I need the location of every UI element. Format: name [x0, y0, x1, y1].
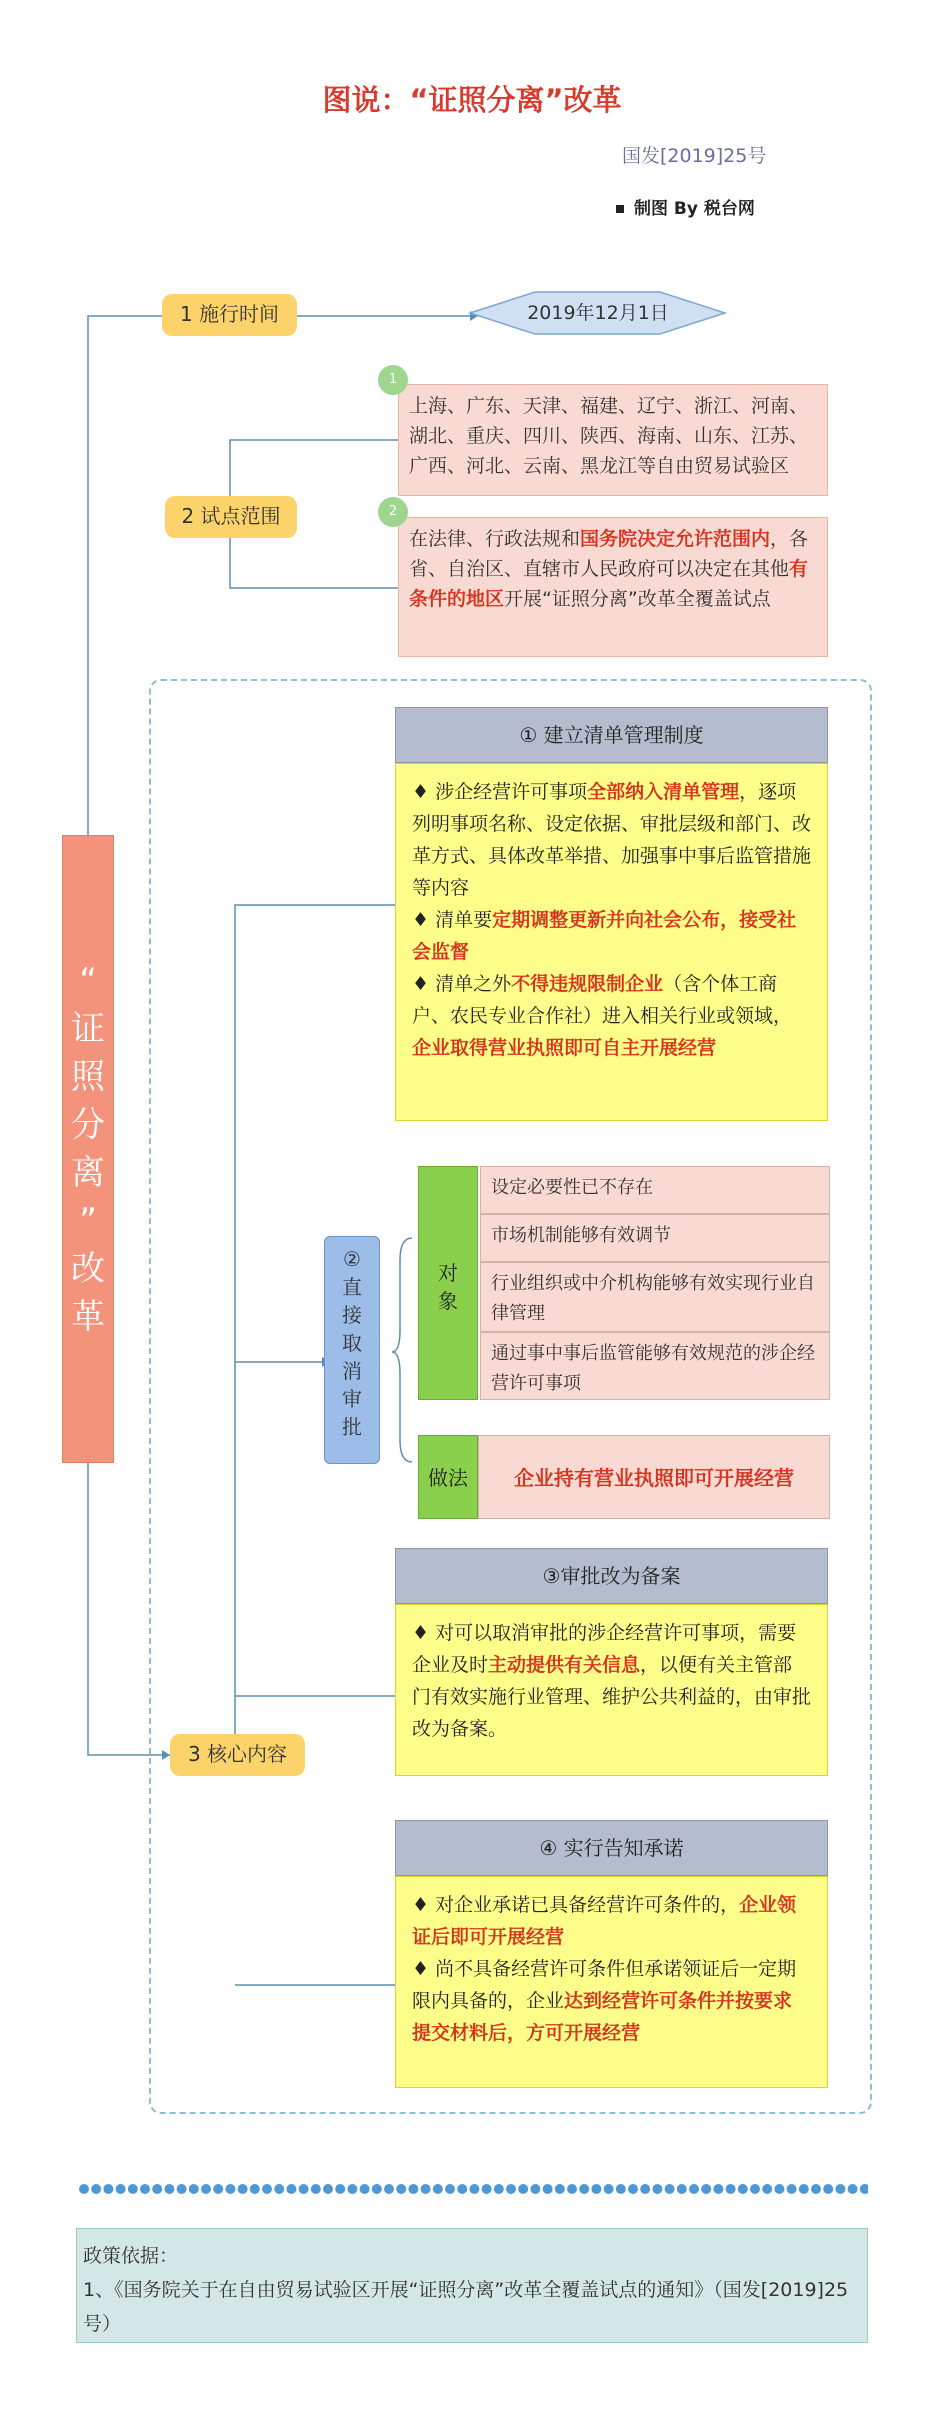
divider-dot — [482, 2184, 492, 2194]
text: （含个体工商户、农民专业合作社）进入相关行业或领域， — [412, 973, 793, 1027]
central-char: 照 — [71, 1057, 105, 1097]
divider-dot — [713, 2184, 723, 2194]
divider-dot — [152, 2184, 162, 2194]
divider-dot — [433, 2184, 443, 2194]
divider-dot — [555, 2184, 565, 2194]
text: ♦ 对企业承诺已具备经营许可条件的， — [412, 1894, 740, 1916]
divider-dot — [396, 2184, 406, 2194]
section-checklist-body — [395, 763, 828, 1121]
emphasis-text: 国务院决定允许范围内 — [580, 528, 771, 550]
divider-dot — [616, 2184, 626, 2194]
divider-dot — [811, 2184, 821, 2194]
dotted-divider — [78, 2180, 868, 2198]
central-char: 证 — [71, 1009, 105, 1049]
notification-point — [412, 1953, 811, 2049]
emphasis-text: 企业领证后即可开展经营 — [412, 1894, 797, 1948]
divider-dot — [652, 2184, 662, 2194]
text: ♦ 尚不具备经营许可条件但承诺领证后一定期限内具备的，企业 — [412, 1958, 797, 2012]
text: ♦ 清单要 — [412, 909, 493, 931]
divider-dot — [750, 2184, 760, 2194]
divider-dot — [335, 2184, 345, 2194]
page-title: 图说：“证照分离”改革 — [322, 83, 622, 117]
checklist-point — [412, 776, 811, 904]
central-char: ” — [79, 1201, 97, 1241]
divider-dot — [530, 2184, 540, 2194]
central-char: 改 — [71, 1249, 105, 1289]
divider-dot — [689, 2184, 699, 2194]
divider-dot — [274, 2184, 284, 2194]
central-char: 离 — [71, 1153, 105, 1193]
divider-dot — [677, 2184, 687, 2194]
text: ，逐项列明事项名称、设定依据、审批层级和部门、改革方式、具体改革举措、加强事中事后监管措施等内容 — [412, 781, 812, 899]
bullet-square-icon — [616, 205, 624, 213]
method-text: 企业持有营业执照即可开展经营 — [514, 1466, 794, 1490]
policy-basis-item: 1、《国务院关于在自由贸易试验区开展“证照分离”改革全覆盖试点的通知》（国发[2019]25号） — [83, 2279, 849, 2335]
divider-dot — [665, 2184, 675, 2194]
target-item: 行业组织或中介机构能够有效实现行业自律管理 — [480, 1262, 830, 1332]
divider-dot — [787, 2184, 797, 2194]
section-filing-body — [395, 1604, 828, 1776]
divider-dot — [311, 2184, 321, 2194]
document-number: 国发[2019]25号 — [622, 145, 767, 167]
section-cancel-label: ②直接取消审批 — [342, 1247, 362, 1439]
divider-dot — [140, 2184, 150, 2194]
divider-dot — [445, 2184, 455, 2194]
text: ，各省、自治区、直辖市人民政府可以决定在其他 — [409, 528, 809, 580]
method-box — [478, 1435, 830, 1519]
divider-dot — [506, 2184, 516, 2194]
text: ♦ 对可以取消审批的涉企经营许可事项，需要企业及时 — [412, 1622, 797, 1676]
divider-dot — [384, 2184, 394, 2194]
target-item: 市场机制能够有效调节 — [480, 1214, 830, 1262]
emphasis-text: 不得违规限制企业 — [511, 973, 664, 995]
divider-dot — [762, 2184, 772, 2194]
divider-dot — [347, 2184, 357, 2194]
divider-dot — [103, 2184, 113, 2194]
method-label: 做法 — [418, 1435, 478, 1519]
divider-dot — [91, 2184, 101, 2194]
divider-dot — [835, 2184, 845, 2194]
emphasis-text: 定期调整更新并向社会公布，接受社会监督 — [412, 909, 797, 963]
divider-dot — [189, 2184, 199, 2194]
divider-dot — [640, 2184, 650, 2194]
number-badge: 2 — [378, 497, 408, 527]
divider-dot — [848, 2184, 858, 2194]
text: 开展“证照分离”改革全覆盖试点 — [504, 588, 771, 610]
divider-dot — [421, 2184, 431, 2194]
divider-dot — [286, 2184, 296, 2194]
target-item: 设定必要性已不存在 — [480, 1166, 830, 1214]
emphasis-text: 有条件的地区 — [409, 558, 809, 610]
divider-dot — [177, 2184, 187, 2194]
divider-dot — [799, 2184, 809, 2194]
credit-text: 制图 By 税台网 — [634, 199, 755, 219]
policy-basis-box — [76, 2228, 868, 2343]
target-item: 通过事中事后监管能够有效规范的涉企经营许可事项 — [480, 1332, 830, 1400]
central-char: 革 — [71, 1297, 105, 1337]
section-checklist-header: ① 建立清单管理制度 — [395, 707, 828, 763]
central-label — [62, 835, 114, 1463]
divider-dot — [238, 2184, 248, 2194]
divider-dot — [408, 2184, 418, 2194]
text: ♦ 涉企经营许可事项 — [412, 781, 588, 803]
divider-dot — [262, 2184, 272, 2194]
divider-dot — [591, 2184, 601, 2194]
central-char: 分 — [71, 1105, 105, 1145]
policy-basis-heading: 政策依据： — [83, 2245, 179, 2267]
implementation-date: 2019年12月1日 — [527, 302, 669, 324]
emphasis-text: 主动提供有关信息 — [488, 1654, 641, 1676]
branch-core-content: 3 核心内容 — [170, 1734, 305, 1776]
divider-dot — [360, 2184, 370, 2194]
divider-dot — [323, 2184, 333, 2194]
divider-dot — [372, 2184, 382, 2194]
divider-dot — [128, 2184, 138, 2194]
text: 在法律、行政法规和 — [409, 528, 581, 550]
divider-dot — [604, 2184, 614, 2194]
target-label-box — [418, 1166, 478, 1400]
pilot-authorization-box — [398, 517, 828, 657]
emphasis-text: 全部纳入清单管理 — [587, 781, 740, 803]
divider-dot — [738, 2184, 748, 2194]
credit — [616, 194, 755, 219]
text: ♦ 清单之外 — [412, 973, 512, 995]
divider-dot — [457, 2184, 467, 2194]
divider-dot — [494, 2184, 504, 2194]
emphasis-text: 达到经营许可条件并按要求提交材料后，方可开展经营 — [412, 1990, 793, 2044]
section-notification-header: ④ 实行告知承诺 — [395, 1820, 828, 1876]
text: ，以便有关主管部门有效实施行业管理、维护公共利益的，由审批改为备案。 — [412, 1654, 812, 1740]
divider-dot — [628, 2184, 638, 2194]
divider-dot — [726, 2184, 736, 2194]
divider-dot — [164, 2184, 174, 2194]
divider-dot — [79, 2184, 89, 2194]
divider-dot — [774, 2184, 784, 2194]
checklist-point — [412, 968, 811, 1064]
notification-point — [412, 1889, 811, 1953]
branch-pilot-scope: 2 试点范围 — [165, 496, 297, 538]
pilot-zones-text: 上海、广东、天津、福建、辽宁、浙江、河南、湖北、重庆、四川、陕西、海南、山东、江苏、广西、河北、云南、黑龙江等自由贸易试验区 — [409, 395, 809, 477]
divider-dot — [469, 2184, 479, 2194]
section-filing-header: ③审批改为备案 — [395, 1548, 828, 1604]
checklist-point — [412, 904, 811, 968]
divider-dot — [201, 2184, 211, 2194]
divider-dot — [116, 2184, 126, 2194]
emphasis-text: 企业取得营业执照即可自主开展经营 — [412, 1037, 717, 1059]
divider-dot — [518, 2184, 528, 2194]
divider-dot — [225, 2184, 235, 2194]
divider-dot — [543, 2184, 553, 2194]
branch-implementation-time: 1 施行时间 — [162, 294, 297, 336]
number-badge: 1 — [378, 365, 408, 395]
divider-dot — [860, 2184, 868, 2194]
divider-dot — [250, 2184, 260, 2194]
pilot-zones-box — [398, 384, 828, 496]
target-label: 对象 — [438, 1261, 458, 1313]
central-char: “ — [79, 961, 97, 1001]
divider-dot — [567, 2184, 577, 2194]
divider-dot — [213, 2184, 223, 2194]
divider-dot — [701, 2184, 711, 2194]
divider-dot — [823, 2184, 833, 2194]
divider-dot — [299, 2184, 309, 2194]
section-cancel-approval — [324, 1236, 380, 1464]
section-notification-body — [395, 1876, 828, 2088]
divider-dot — [579, 2184, 589, 2194]
